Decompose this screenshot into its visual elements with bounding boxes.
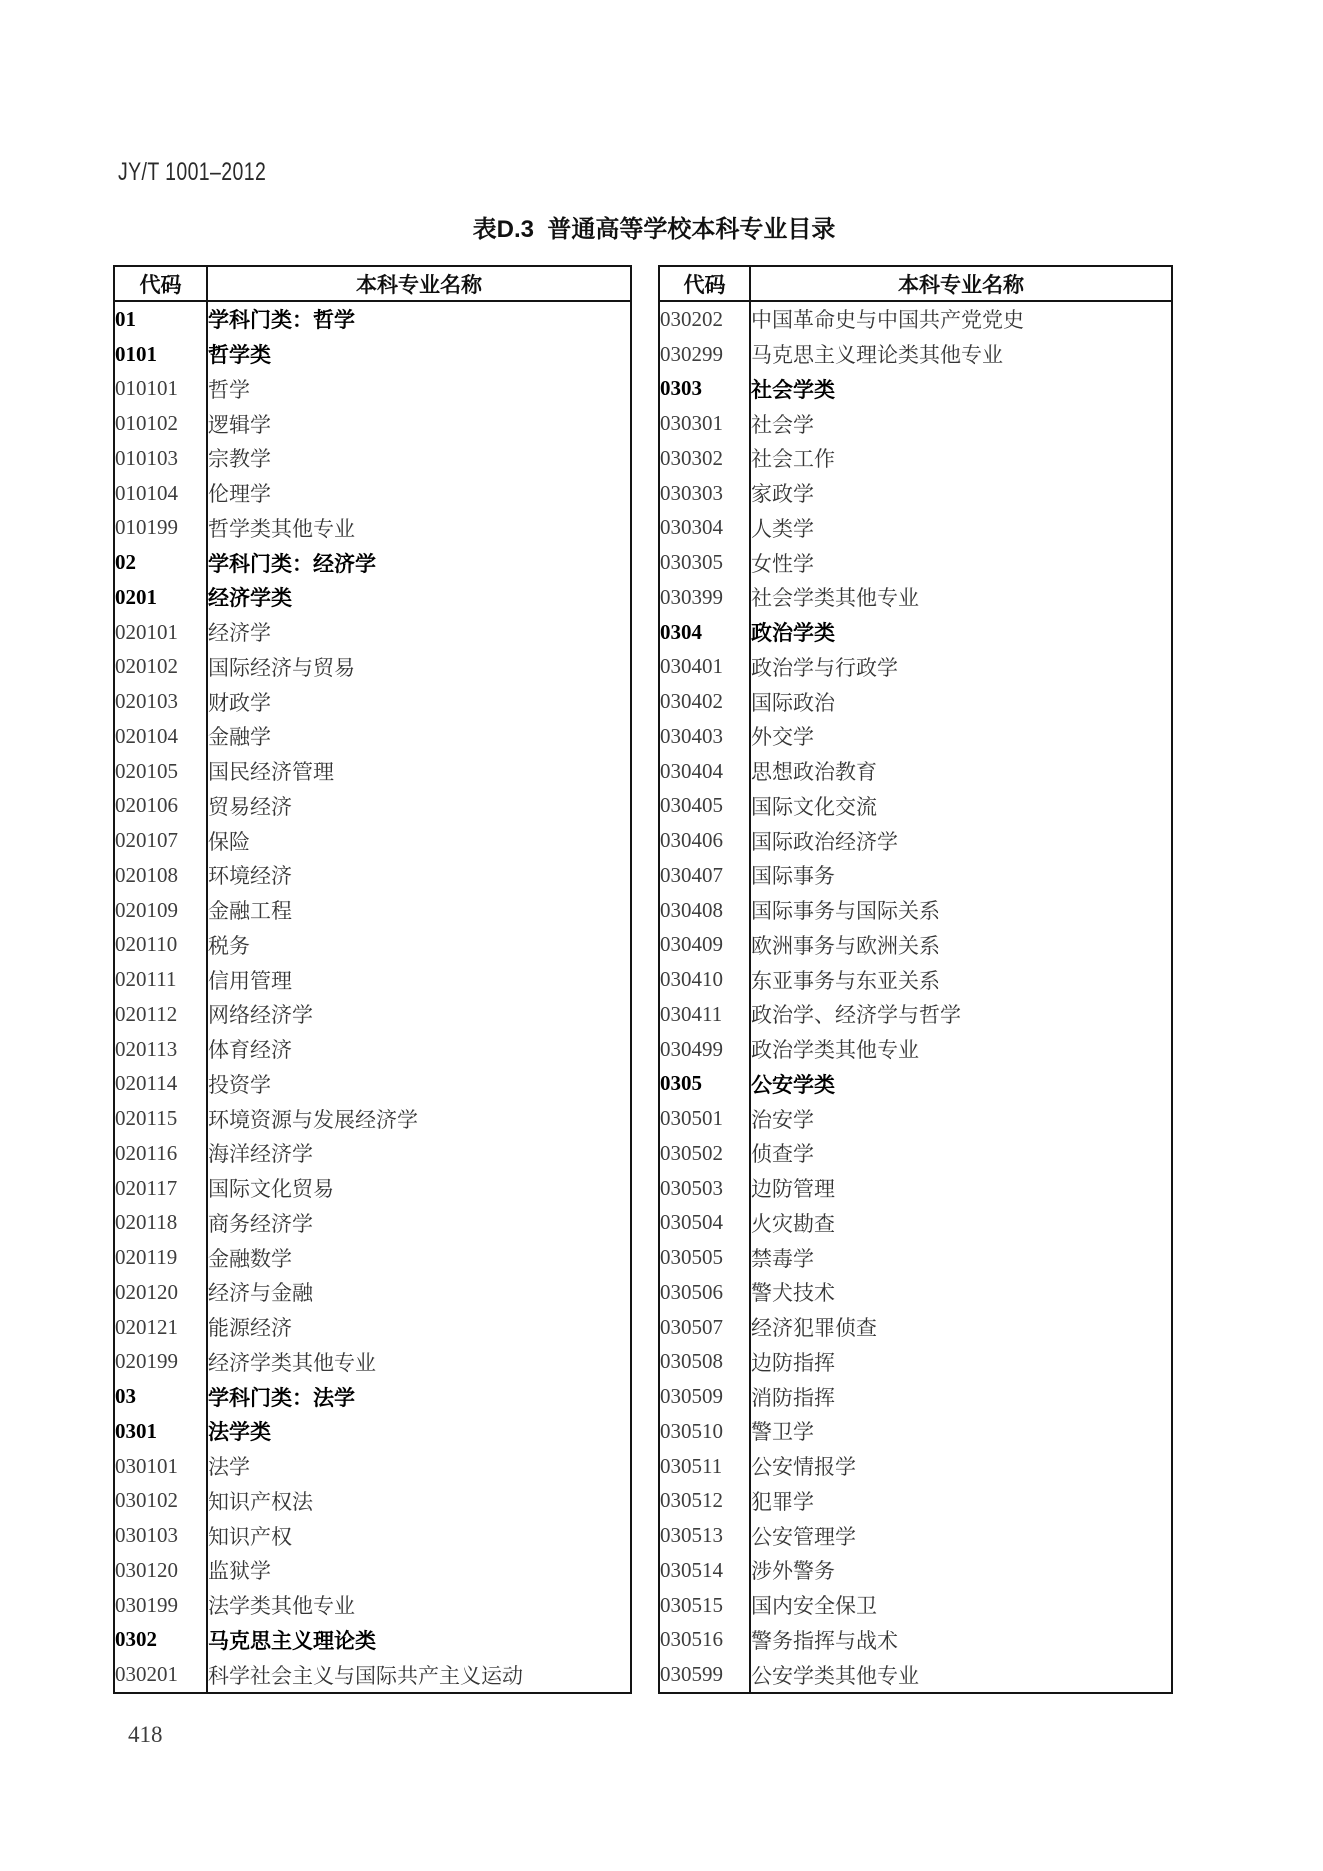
category-row: [114, 1379, 631, 1414]
code-cell: 020101: [114, 615, 207, 650]
name-cell: 金融数学: [208, 1246, 292, 1271]
name-cell: 家政学: [751, 482, 814, 507]
major-row: [659, 1588, 1172, 1623]
name-cell: 人类学: [751, 516, 814, 541]
name-cell: 犯罪学: [751, 1489, 814, 1514]
major-row: [114, 1101, 631, 1136]
name-cell: 财政学: [208, 690, 271, 715]
category-row: [114, 545, 631, 580]
major-row: [114, 441, 631, 476]
code-cell: 020115: [114, 1101, 207, 1136]
name-cell: 治安学: [751, 1107, 814, 1132]
major-row: [114, 1310, 631, 1345]
code-cell: 03: [114, 1379, 207, 1414]
major-row: [659, 1032, 1172, 1067]
code-cell: 0101: [114, 337, 207, 372]
name-cell: 税务: [208, 933, 250, 958]
code-cell: 0301: [114, 1414, 207, 1449]
name-cell: 保险: [208, 829, 250, 854]
major-row: [659, 719, 1172, 754]
major-row: [114, 1518, 631, 1553]
code-cell: 020105: [114, 754, 207, 789]
major-row: [114, 823, 631, 858]
code-cell: 020111: [114, 962, 207, 997]
code-cell: 030516: [659, 1623, 750, 1658]
major-row: [114, 684, 631, 719]
name-cell: 科学社会主义与国际共产主义运动: [208, 1663, 523, 1688]
name-cell: 马克思主义理论类: [208, 1629, 376, 1653]
code-cell: 030305: [659, 545, 750, 580]
name-cell: 警卫学: [751, 1420, 814, 1445]
code-cell: 030409: [659, 928, 750, 963]
name-cell: 外交学: [751, 725, 814, 750]
code-cell: 030503: [659, 1171, 750, 1206]
major-row: [114, 1171, 631, 1206]
major-row: [114, 476, 631, 511]
category-row: [659, 615, 1172, 650]
code-cell: 030120: [114, 1553, 207, 1588]
code-cell: 010199: [114, 511, 207, 546]
code-cell: 030407: [659, 858, 750, 893]
name-cell: 知识产权法: [208, 1489, 313, 1514]
name-cell: 国际事务: [751, 864, 835, 889]
name-cell: 欧洲事务与欧洲关系: [751, 933, 940, 958]
name-cell: 侦查学: [751, 1142, 814, 1167]
name-cell: 政治学类: [751, 622, 835, 646]
category-row: [114, 1623, 631, 1658]
name-cell: 公安情报学: [751, 1455, 856, 1480]
major-row: [659, 754, 1172, 789]
code-cell: 010104: [114, 476, 207, 511]
name-cell: 政治学类其他专业: [751, 1038, 919, 1063]
name-cell: 火灾勘查: [751, 1211, 835, 1236]
name-cell: 国际经济与贸易: [208, 655, 355, 680]
code-cell: 020199: [114, 1345, 207, 1380]
code-cell: 030499: [659, 1032, 750, 1067]
code-cell: 030399: [659, 580, 750, 615]
name-cell: 哲学: [208, 377, 250, 402]
major-row: [114, 928, 631, 963]
major-row: [659, 1240, 1172, 1275]
code-cell: 030410: [659, 962, 750, 997]
name-cell: 国际政治: [751, 690, 835, 715]
name-cell: 宗教学: [208, 447, 271, 472]
major-row: [659, 1484, 1172, 1519]
major-row: [114, 858, 631, 893]
category-row: [114, 301, 631, 337]
major-row: [659, 858, 1172, 893]
major-row: [114, 1449, 631, 1484]
catalog-table-right: [658, 265, 1173, 1694]
name-cell: 公安学类: [751, 1073, 835, 1097]
name-cell: 社会学类: [751, 378, 835, 402]
name-column-header: 本科专业名称: [750, 266, 1172, 301]
major-row: [114, 754, 631, 789]
name-cell: 马克思主义理论类其他专业: [751, 343, 1003, 368]
code-cell: 010102: [114, 406, 207, 441]
major-row: [659, 301, 1172, 337]
name-cell: 网络经济学: [208, 1003, 313, 1028]
header-row: [659, 266, 1172, 301]
major-row: [659, 1310, 1172, 1345]
code-cell: 020117: [114, 1171, 207, 1206]
code-cell: 020112: [114, 997, 207, 1032]
major-row: [114, 615, 631, 650]
major-row: [114, 1240, 631, 1275]
header-row: [114, 266, 631, 301]
name-cell: 女性学: [751, 551, 814, 576]
code-cell: 030406: [659, 823, 750, 858]
code-cell: 030505: [659, 1240, 750, 1275]
major-row: [659, 511, 1172, 546]
code-cell: 030102: [114, 1484, 207, 1519]
major-row: [114, 789, 631, 824]
code-cell: 020103: [114, 684, 207, 719]
code-cell: 030506: [659, 1275, 750, 1310]
name-cell: 社会学: [751, 412, 814, 437]
name-cell: 学科门类：经济学: [208, 552, 376, 576]
name-cell: 商务经济学: [208, 1211, 313, 1236]
code-cell: 030402: [659, 684, 750, 719]
code-cell: 020116: [114, 1136, 207, 1171]
code-cell: 030405: [659, 789, 750, 824]
code-cell: 030304: [659, 511, 750, 546]
name-cell: 消防指挥: [751, 1385, 835, 1410]
major-row: [114, 1275, 631, 1310]
major-row: [114, 1484, 631, 1519]
major-row: [659, 476, 1172, 511]
major-row: [114, 1553, 631, 1588]
code-cell: 020107: [114, 823, 207, 858]
table-title: 表D.3 普通高等学校本科专业目录: [472, 216, 836, 243]
major-row: [114, 1657, 631, 1693]
code-cell: 030599: [659, 1657, 750, 1693]
name-cell: 法学类: [208, 1421, 271, 1445]
category-row: [659, 372, 1172, 407]
major-row: [114, 406, 631, 441]
major-row: [659, 1275, 1172, 1310]
major-row: [659, 1206, 1172, 1241]
major-row: [659, 337, 1172, 372]
major-row: [659, 823, 1172, 858]
category-row: [114, 337, 631, 372]
code-cell: 020109: [114, 893, 207, 928]
code-cell: 030408: [659, 893, 750, 928]
major-row: [659, 1379, 1172, 1414]
code-cell: 020106: [114, 789, 207, 824]
code-cell: 030301: [659, 406, 750, 441]
name-cell: 经济犯罪侦查: [751, 1316, 877, 1341]
major-row: [659, 1623, 1172, 1658]
code-cell: 030103: [114, 1518, 207, 1553]
major-row: [114, 962, 631, 997]
catalog-table-left: [113, 265, 632, 1694]
name-cell: 投资学: [208, 1072, 271, 1097]
code-cell: 030509: [659, 1379, 750, 1414]
code-cell: 01: [114, 301, 207, 337]
name-cell: 警务指挥与战术: [751, 1628, 898, 1653]
code-cell: 030202: [659, 301, 750, 337]
code-cell: 030502: [659, 1136, 750, 1171]
major-row: [659, 1345, 1172, 1380]
name-cell: 监狱学: [208, 1559, 271, 1584]
major-row: [114, 511, 631, 546]
code-cell: 030511: [659, 1449, 750, 1484]
code-column-header: 代码: [659, 266, 750, 301]
category-row: [114, 1414, 631, 1449]
name-cell: 哲学类其他专业: [208, 516, 355, 541]
category-row: [114, 580, 631, 615]
major-row: [659, 441, 1172, 476]
name-cell: 贸易经济: [208, 794, 292, 819]
category-row: [659, 1067, 1172, 1102]
name-cell: 边防指挥: [751, 1350, 835, 1375]
name-cell: 经济学类: [208, 587, 292, 611]
major-row: [114, 997, 631, 1032]
major-row: [659, 1657, 1172, 1693]
major-row: [659, 545, 1172, 580]
name-cell: 东亚事务与东亚关系: [751, 968, 940, 993]
code-cell: 020110: [114, 928, 207, 963]
name-cell: 金融学: [208, 725, 271, 750]
name-cell: 经济与金融: [208, 1281, 313, 1306]
code-cell: 030404: [659, 754, 750, 789]
major-row: [114, 1206, 631, 1241]
code-cell: 030199: [114, 1588, 207, 1623]
major-row: [659, 580, 1172, 615]
major-row: [659, 1136, 1172, 1171]
major-row: [659, 1518, 1172, 1553]
major-row: [659, 1101, 1172, 1136]
code-cell: 030504: [659, 1206, 750, 1241]
name-cell: 警犬技术: [751, 1281, 835, 1306]
name-cell: 边防管理: [751, 1177, 835, 1202]
name-cell: 国内安全保卫: [751, 1594, 877, 1619]
major-row: [659, 1449, 1172, 1484]
name-cell: 哲学类: [208, 344, 271, 368]
name-cell: 经济学: [208, 621, 271, 646]
code-cell: 020102: [114, 650, 207, 685]
name-cell: 学科门类：法学: [208, 1386, 355, 1410]
name-cell: 社会学类其他专业: [751, 586, 919, 611]
name-cell: 政治学、经济学与哲学: [751, 1003, 961, 1028]
name-cell: 国际文化交流: [751, 794, 877, 819]
name-cell: 国民经济管理: [208, 760, 334, 785]
major-row: [659, 893, 1172, 928]
major-row: [659, 997, 1172, 1032]
major-row: [659, 1171, 1172, 1206]
name-cell: 金融工程: [208, 899, 292, 924]
name-cell: 思想政治教育: [751, 760, 877, 785]
major-row: [659, 928, 1172, 963]
code-cell: 020121: [114, 1310, 207, 1345]
code-cell: 0302: [114, 1623, 207, 1658]
code-cell: 030403: [659, 719, 750, 754]
code-cell: 030101: [114, 1449, 207, 1484]
code-cell: 030401: [659, 650, 750, 685]
major-row: [114, 1136, 631, 1171]
name-cell: 经济学类其他专业: [208, 1350, 376, 1375]
major-row: [114, 1067, 631, 1102]
code-cell: 030514: [659, 1553, 750, 1588]
major-row: [659, 789, 1172, 824]
code-cell: 030501: [659, 1101, 750, 1136]
code-cell: 020120: [114, 1275, 207, 1310]
code-cell: 030201: [114, 1657, 207, 1693]
code-cell: 030512: [659, 1484, 750, 1519]
code-cell: 030299: [659, 337, 750, 372]
code-cell: 030508: [659, 1345, 750, 1380]
code-cell: 030515: [659, 1588, 750, 1623]
name-cell: 涉外警务: [751, 1559, 835, 1584]
code-cell: 030513: [659, 1518, 750, 1553]
code-cell: 030411: [659, 997, 750, 1032]
name-cell: 体育经济: [208, 1038, 292, 1063]
code-cell: 010103: [114, 441, 207, 476]
major-row: [114, 893, 631, 928]
name-cell: 国际事务与国际关系: [751, 899, 940, 924]
name-cell: 禁毒学: [751, 1246, 814, 1271]
name-cell: 国际文化贸易: [208, 1177, 334, 1202]
name-cell: 公安学类其他专业: [751, 1663, 919, 1688]
major-row: [659, 1414, 1172, 1449]
name-cell: 能源经济: [208, 1316, 292, 1341]
name-cell: 逻辑学: [208, 412, 271, 437]
major-row: [659, 684, 1172, 719]
code-cell: 0304: [659, 615, 750, 650]
code-cell: 02: [114, 545, 207, 580]
code-cell: 030507: [659, 1310, 750, 1345]
code-cell: 030302: [659, 441, 750, 476]
name-cell: 中国革命史与中国共产党党史: [751, 308, 1024, 333]
major-row: [114, 372, 631, 407]
name-cell: 环境经济: [208, 864, 292, 889]
code-column-header: 代码: [114, 266, 207, 301]
major-row: [114, 1032, 631, 1067]
major-row: [114, 1588, 631, 1623]
code-cell: 0303: [659, 372, 750, 407]
page-number: 418: [128, 1722, 163, 1747]
name-cell: 公安管理学: [751, 1524, 856, 1549]
major-row: [114, 650, 631, 685]
name-cell: 环境资源与发展经济学: [208, 1107, 418, 1132]
code-cell: 030303: [659, 476, 750, 511]
code-cell: 020113: [114, 1032, 207, 1067]
name-cell: 知识产权: [208, 1524, 292, 1549]
name-cell: 信用管理: [208, 968, 292, 993]
major-row: [659, 1553, 1172, 1588]
code-cell: 020104: [114, 719, 207, 754]
name-cell: 政治学与行政学: [751, 655, 898, 680]
major-row: [114, 1345, 631, 1380]
code-cell: 020118: [114, 1206, 207, 1241]
code-cell: 020108: [114, 858, 207, 893]
code-cell: 020114: [114, 1067, 207, 1102]
major-row: [114, 719, 631, 754]
name-cell: 学科门类：哲学: [208, 309, 355, 333]
major-row: [659, 962, 1172, 997]
code-cell: 030510: [659, 1414, 750, 1449]
name-cell: 法学: [208, 1455, 250, 1480]
code-cell: 0201: [114, 580, 207, 615]
standard-number: JY/T 1001–2012: [118, 158, 267, 186]
code-cell: 010101: [114, 372, 207, 407]
name-cell: 社会工作: [751, 447, 835, 472]
code-cell: 020119: [114, 1240, 207, 1275]
name-column-header: 本科专业名称: [207, 266, 631, 301]
major-row: [659, 406, 1172, 441]
name-cell: 海洋经济学: [208, 1142, 313, 1167]
code-cell: 0305: [659, 1067, 750, 1102]
name-cell: 伦理学: [208, 482, 271, 507]
major-row: [659, 650, 1172, 685]
name-cell: 法学类其他专业: [208, 1594, 355, 1619]
name-cell: 国际政治经济学: [751, 829, 898, 854]
